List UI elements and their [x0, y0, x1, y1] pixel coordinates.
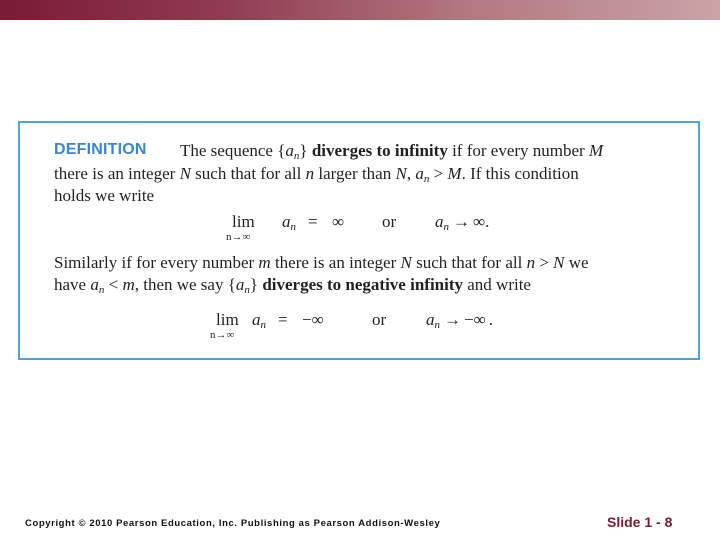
subscript-n: n: [293, 150, 300, 162]
subscript-n: n: [443, 221, 449, 233]
period: .: [488, 310, 493, 329]
subscript-n: n: [98, 284, 105, 296]
arrow-right-icon: →: [444, 310, 461, 329]
var-a: a: [90, 275, 99, 294]
brace-close: }: [299, 141, 308, 160]
var-n: n: [526, 253, 536, 272]
text: there is an integer: [270, 253, 401, 272]
alt-form: [435, 212, 489, 232]
var-a: a: [285, 141, 294, 160]
limit-subscript: n→∞: [226, 231, 251, 243]
slide-number: Slide 1 - 8: [607, 514, 673, 530]
var-a: a: [435, 212, 444, 231]
or-text: or: [382, 212, 397, 231]
text: . If this condition: [461, 164, 579, 183]
greater-than: >: [429, 164, 448, 183]
brace-open: {: [277, 141, 286, 160]
subscript-n: n: [244, 284, 250, 296]
text: if for every number: [447, 141, 589, 160]
text: such that for all: [190, 164, 306, 183]
var-N: N: [179, 164, 191, 183]
subscript-n: n: [423, 173, 430, 185]
var-a: a: [252, 310, 261, 329]
limit-block: [226, 212, 255, 243]
copyright-footer: Copyright © 2010 Pearson Education, Inc. Publishing as Pearson Addison-Wesley: [25, 518, 441, 529]
text: and write: [463, 275, 531, 294]
lim-text: lim: [232, 212, 255, 231]
var-N: N: [395, 164, 407, 183]
less-than: <: [104, 275, 123, 294]
brace-close: }: [249, 275, 259, 294]
infinity: ∞: [473, 212, 486, 231]
greater-than: >: [535, 253, 554, 272]
definition-label: DEFINITION: [54, 141, 147, 158]
text: ,: [406, 164, 416, 183]
var-a: a: [415, 164, 424, 183]
definition-line-4: [54, 253, 589, 273]
definition-line-2: [54, 164, 579, 184]
var-a: a: [426, 310, 435, 329]
var-n: n: [305, 164, 315, 183]
subscript-n: n: [434, 319, 440, 331]
var-N: N: [400, 253, 412, 272]
arrow-right-icon: →: [453, 212, 470, 231]
infinity: ∞: [332, 212, 345, 231]
negative-infinity: −∞: [464, 310, 486, 329]
text: there is an integer: [54, 164, 180, 183]
alt-form: [426, 310, 493, 330]
text: such that for all: [411, 253, 527, 272]
equals-sign: =: [278, 310, 288, 329]
term-diverges-to-negative-infinity: diverges to negative infinity: [258, 275, 463, 294]
var-M: M: [588, 141, 604, 160]
period: .: [485, 212, 490, 231]
definition-line-5: [54, 275, 531, 295]
var-a: a: [282, 212, 291, 231]
var-N: N: [553, 253, 565, 272]
subscript-n: n: [260, 319, 266, 331]
text: we: [564, 253, 589, 272]
negative-infinity: −∞: [302, 310, 324, 329]
definition-line-3: holds we write: [54, 186, 155, 205]
var-M: M: [447, 164, 462, 183]
equals-sign: =: [308, 212, 318, 231]
lhs: [252, 310, 266, 330]
text: The sequence: [180, 141, 278, 160]
definition-box: [18, 121, 700, 360]
var-a: a: [235, 275, 245, 294]
or-text: or: [372, 310, 387, 329]
limit-subscript: n→∞: [210, 329, 235, 341]
definition-line-1: [180, 141, 603, 161]
term-diverges-to-infinity: diverges to infinity: [307, 141, 448, 160]
limit-block: [210, 310, 239, 341]
text: have: [54, 275, 91, 294]
text: larger than: [314, 164, 396, 183]
lim-text: lim: [216, 310, 239, 329]
text: Similarly if for every number: [54, 253, 259, 272]
lhs: [282, 212, 296, 232]
text: , then we say: [134, 275, 228, 294]
top-accent-bar: [0, 0, 720, 20]
subscript-n: n: [290, 221, 296, 233]
var-m: m: [258, 253, 271, 272]
brace-open: {: [227, 275, 236, 294]
var-m: m: [122, 275, 135, 294]
